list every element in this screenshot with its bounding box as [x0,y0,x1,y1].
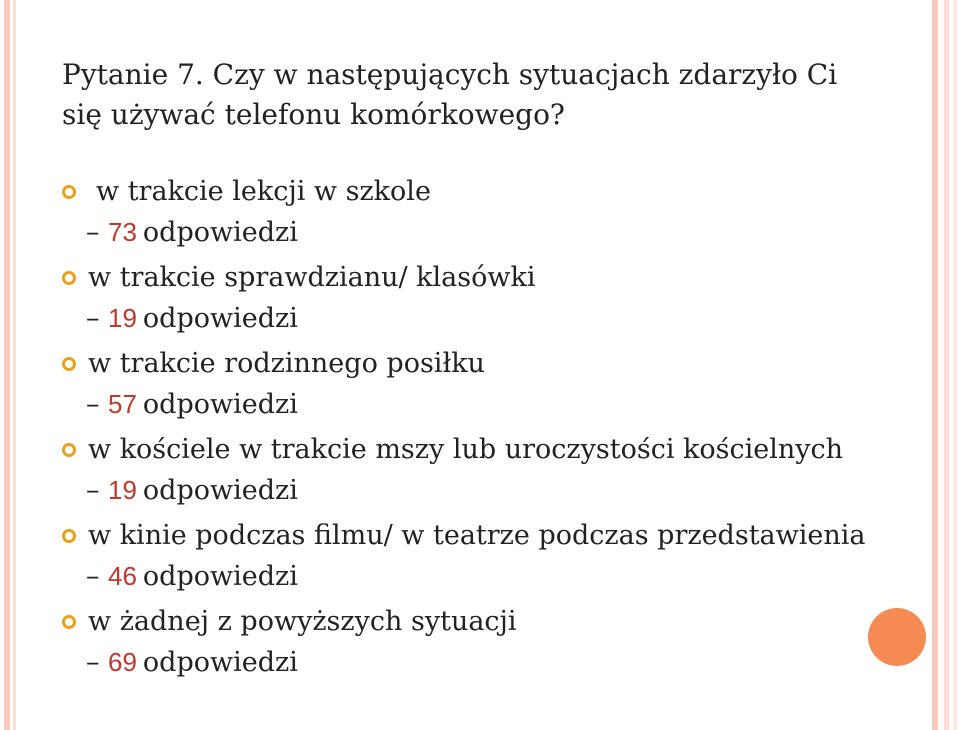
ring-bullet-icon [62,529,76,543]
ring-bullet-icon [62,357,76,371]
list-item [62,344,882,430]
situation-text: w kościele w trakcie mszy lub uroczystości kościelnych [88,434,844,465]
response-label: odpowiedzi [142,303,298,334]
result-line [86,212,298,253]
list-item [62,172,882,258]
list-item [62,430,882,516]
left-decor-stripe-thin [13,0,16,730]
result-line [86,470,298,511]
right-decor-stripe [932,0,938,730]
response-count: 19 [108,475,137,505]
situation-text: w trakcie lekcji w szkole [96,176,431,207]
situation-text: w kinie podczas filmu/ w teatrze podczas przedstawienia [88,520,866,551]
response-count: 19 [108,303,137,333]
situation-text: w żadnej z powyższych sytuacji [88,606,517,637]
slide-title: Pytanie 7. Czy w następujących sytuacjach zdarzyło Ci się używać telefonu komórkowego? [62,58,838,131]
response-label: odpowiedzi [142,475,298,506]
right-decor-stripe-mid [944,0,949,730]
result-line [86,642,298,683]
list-item [62,602,882,682]
ring-bullet-icon [62,615,76,629]
list-item [62,516,882,602]
response-count: 69 [108,647,137,677]
response-label: odpowiedzi [142,647,298,678]
response-label: odpowiedzi [142,217,298,248]
response-label: odpowiedzi [142,561,298,592]
response-count: 46 [108,561,137,591]
dash: – [86,647,100,678]
dash: – [86,217,100,248]
result-line [86,556,298,597]
ring-bullet-icon [62,271,76,285]
left-decor-stripe [4,0,10,730]
ring-bullet-icon [62,185,76,199]
response-count: 73 [108,217,137,247]
ring-bullet-icon [62,443,76,457]
result-line [86,384,298,425]
dash: – [86,475,100,506]
situation-text: w trakcie sprawdzianu/ klasówki [88,262,536,293]
dash: – [86,561,100,592]
dash: – [86,389,100,420]
response-count: 57 [108,389,137,419]
dash: – [86,303,100,334]
answer-list [62,172,882,682]
orange-circle-icon [868,608,926,666]
situation-text: w trakcie rodzinnego posiłku [88,348,485,379]
result-line [86,298,298,339]
right-decor-stripe-thin [953,0,957,730]
response-label: odpowiedzi [142,389,298,420]
list-item [62,258,882,344]
